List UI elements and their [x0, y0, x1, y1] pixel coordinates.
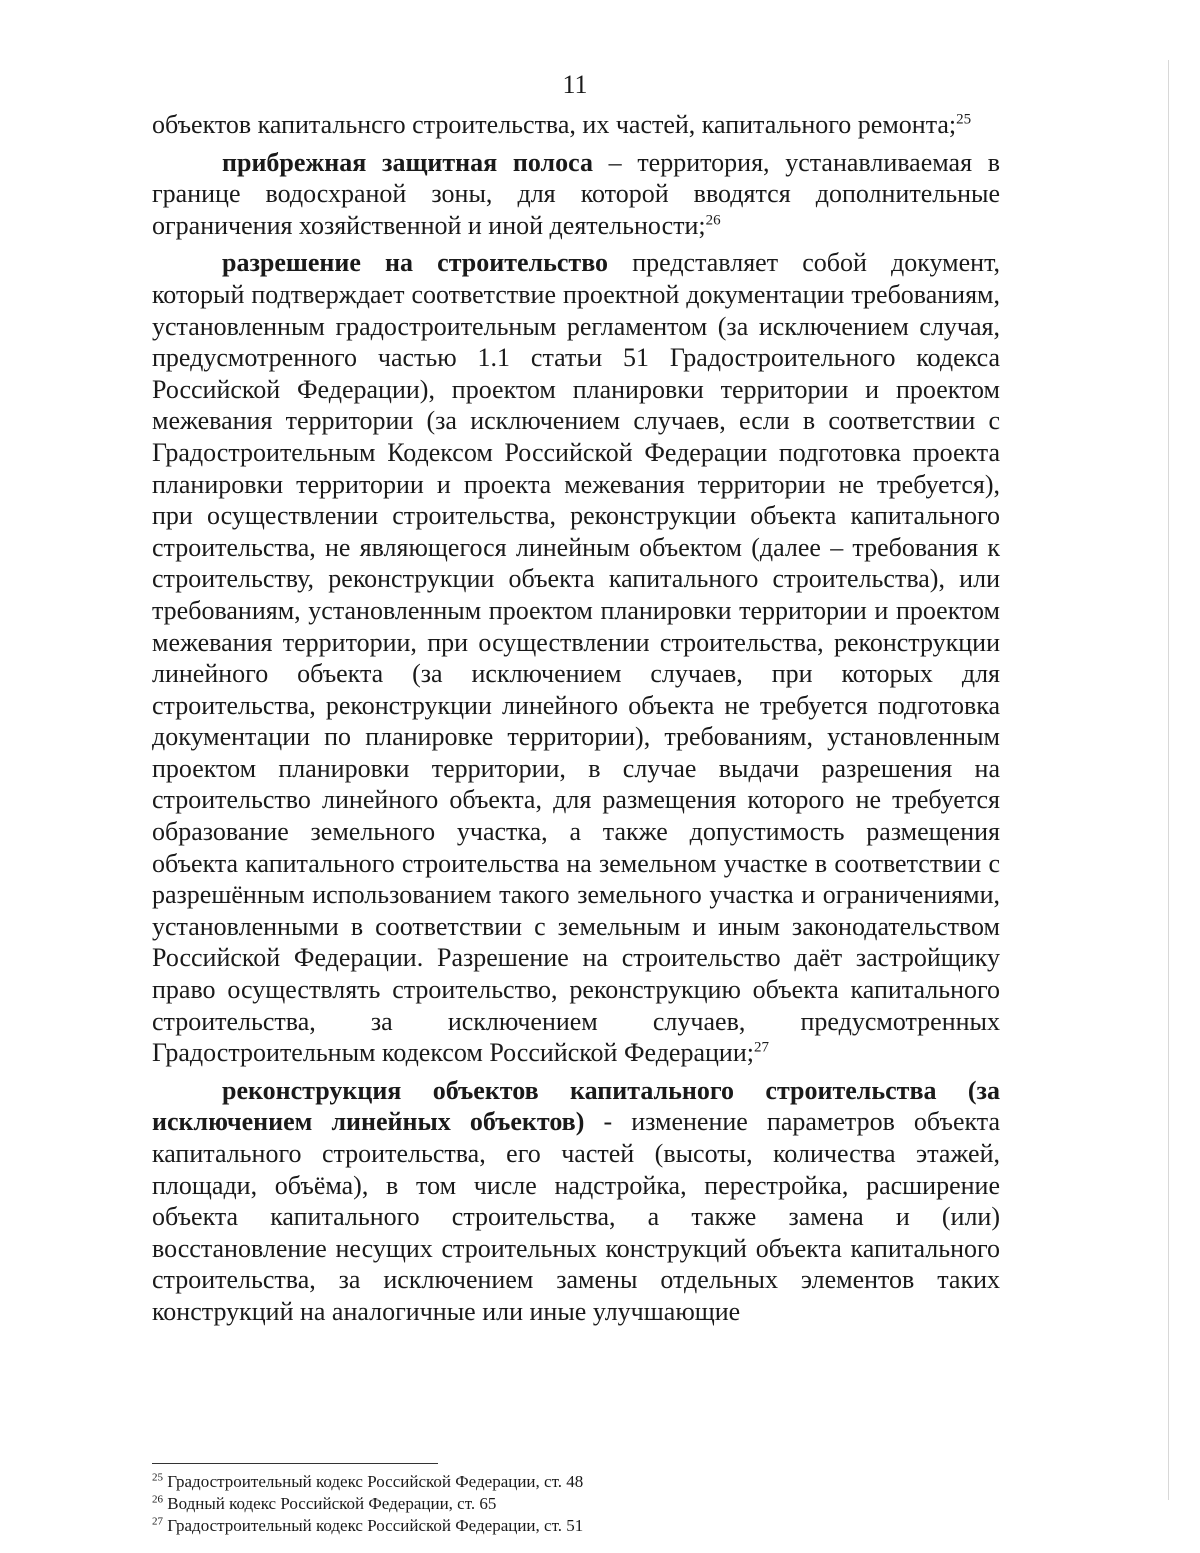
line: установленным проектом планировки территории, в случае выдачи — [152, 722, 1001, 783]
line: разрешения на строительство линейного объекта, для размещения — [152, 753, 1001, 815]
line: строительства, за исключением случаев, предусмотренных — [152, 1006, 1000, 1036]
line: Градостроительным кодексом Российской Федерации; — [152, 1038, 754, 1068]
line: представляет собой документ, — [608, 248, 1000, 278]
line: объектов капитальнсго строительства, их частей, капитального — [152, 110, 852, 139]
scan-edge-line — [1168, 60, 1169, 1500]
line: земельном участке в соответствии с разрешённым использованием — [152, 848, 1001, 910]
footnote-ref: 27 — [753, 1039, 769, 1056]
footnote-text: Водный кодекс Российской Федерации, ст. 65 — [163, 1494, 497, 1513]
line: при осуществлении строительства, реконструкции линейного объекта — [152, 627, 1001, 689]
footnote-ref: 26 — [705, 212, 721, 229]
line: планировки территории и проектом межевания территории (за — [152, 374, 1001, 436]
paragraph-coastal-strip — [152, 147, 1000, 242]
definition-term: реконструкция объектов капитального строительства (за исключением линейных объектов) — [152, 1075, 1000, 1137]
line: такого земельного участка и ограничениями, установленными в — [152, 880, 1001, 941]
footnotes — [152, 1471, 1000, 1537]
paragraph-continuation — [152, 109, 1000, 141]
footnote-number: 25 — [152, 1471, 163, 1484]
paragraph-building-permit — [152, 247, 1000, 1068]
definition-term: разрешение на строительство — [222, 248, 609, 278]
document-body — [152, 109, 1000, 1328]
footnote-ref: 25 — [956, 111, 972, 128]
footnote-number: 26 — [152, 1493, 163, 1506]
line: осуществлять строительство, реконструкцию объекта капитального — [227, 975, 1000, 1005]
footnote-number: 27 — [152, 1515, 163, 1528]
footnote-text: Градостроительный кодекс Российской Федерации, ст. 51 — [163, 1516, 584, 1535]
footnote-text: Градостроительный кодекс Российской Федерации, ст. 48 — [163, 1472, 584, 1491]
line: - изменение параметров объекта — [584, 1107, 1000, 1137]
line: который подтверждает соответствие проектной документации — [152, 279, 845, 309]
line: капитального строительства), или требованиям, установленным — [152, 564, 1000, 625]
footnote — [152, 1493, 1000, 1515]
line: капитального строительства, его частей (высоты, количества этажей, — [152, 1139, 1000, 1168]
line: которого не требуется образование земельного участка, а также — [152, 785, 1001, 847]
page-number: 11 — [562, 70, 588, 99]
line: исключением случая, предусмотренного частью 1.1 статьи 51 — [152, 311, 1000, 373]
line: с Градостроительным Кодексом Российской Федерации подготовка — [152, 406, 1001, 467]
line: требуется), при осуществлении строительства, реконструкции объекта — [152, 469, 1000, 531]
line: капитального строительства, не являющегося линейным объектом — [152, 501, 1000, 562]
footnote — [152, 1471, 1000, 1493]
footnote — [152, 1515, 1000, 1537]
definition-term: прибрежная защитная полоса — [222, 147, 593, 177]
line: элементов таких конструкций на аналогичные или иные улучшающие — [152, 1265, 1000, 1326]
line: исключением случаев, если в соответствии — [470, 406, 976, 436]
line: площади, объёма), в том числе надстройка, перестройка, расширение — [152, 1170, 1000, 1200]
line: в границе водосхраной зоны, для которой вводятся дополнительные — [152, 147, 1001, 209]
line: ремонта; — [857, 110, 957, 139]
line: восстановление несущих строительных конструкций объекта — [152, 1233, 842, 1263]
line: соответствии с земельным и иным законодательством Российской — [152, 911, 1001, 973]
line: Федерации. Разрешение на строительство даёт застройщику право — [152, 943, 1000, 1005]
line: допустимость размещения объекта капитального строительства на — [152, 817, 1001, 878]
line: – территория, устанавливаемая — [592, 147, 973, 177]
line: капитального строительства, за исключением замены отдельных — [152, 1233, 1001, 1295]
line: реконструкции линейного объекта не требуется подготовка — [325, 690, 1000, 720]
line: документации по планировке территории), требованиям, — [152, 722, 813, 752]
footnote-separator — [152, 1463, 438, 1464]
line: проекта планировки территории и проекта межевания территории не — [152, 437, 1000, 499]
line: проектом планировки территории и проектом межевания территории, — [152, 595, 1000, 657]
line: требованиям, установленным градостроительным регламентом (за — [152, 279, 1001, 341]
line: (за исключением случаев, при которых для строительства, — [152, 659, 1001, 720]
line: ограничения хозяйственной и иной деятельности; — [152, 210, 706, 240]
line: Градостроительного кодекса Российской Федерации), проектом — [152, 343, 1001, 404]
paragraph-reconstruction — [152, 1075, 1000, 1328]
line: объекта капитального строительства, а также замена и (или) — [152, 1202, 1000, 1232]
line: (далее – требования к строительству, реконструкции объекта — [152, 532, 1000, 594]
